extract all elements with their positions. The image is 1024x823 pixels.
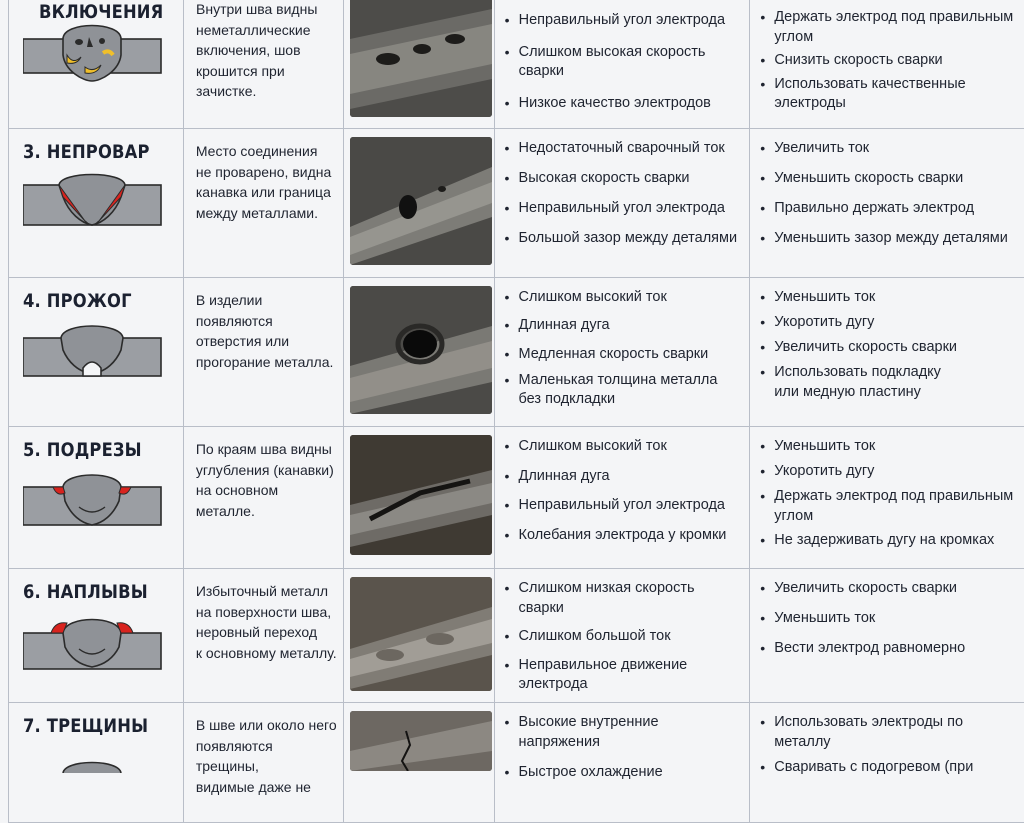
causes-list [505,713,744,782]
fix-item: • Вести электрод равномерно [760,639,1020,659]
cause-item: • Высокая скорость сварки [505,169,744,189]
defect-photo-cell [344,0,494,128]
fix-item: • Уменьшить ток [760,437,1020,457]
fix-item: • Использовать качественные электроды [760,75,1020,114]
description-line: на основном металле. [195,482,279,519]
fixes-list [760,579,1020,659]
defects-table [8,0,1024,823]
weld-photo-undercut [350,435,492,555]
description-line: не проварено, видна [195,163,332,180]
defect-name-cell [9,569,184,702]
causes-list [505,579,744,695]
defect-photo-cell [344,569,494,702]
fixes-list [760,139,1020,249]
defect-photo-cell [344,427,494,568]
defect-description [184,427,344,568]
fix-item: • Правильно держать электрод [760,199,1020,219]
fixes-cell [750,703,1024,822]
fix-item: • Уменьшить ток [760,609,1020,629]
description-line: включения, шов [196,42,301,58]
cause-item: • Недостаточный сварочный ток [505,139,744,159]
causes-cell [494,0,751,128]
causes-cell [494,569,751,702]
causes-cell [494,129,751,277]
fix-item: • Уменьшить зазор между деталями [760,229,1020,249]
defect-photo-cell [344,278,494,426]
cause-item: • Слишком низкая скорость сварки [505,579,744,618]
description-line: неровный переход [195,624,317,640]
description-line: появляются трещины, [195,737,273,774]
fix-item: • Использовать подкладку или медную пластину [760,363,949,402]
defect-description [184,129,344,277]
defect-name-cell [9,278,184,426]
cause-item: • Слишком высокая скорость сварки [505,43,744,82]
cause-item: • Длинная дуга [505,467,744,487]
cause-item: • Большой зазор между деталями [505,229,744,249]
cause-item: • Неправильный угол электрода [505,11,744,31]
fixes-cell [750,0,1024,128]
defect-name-cell [9,0,184,128]
fix-item: • Снизить скорость сварки [760,51,1020,71]
cause-item: • Маленькая толщина металла без подкладки [505,371,744,410]
cause-item: • Слишком большой ток [505,627,744,647]
table-row [8,427,1024,569]
table-row [8,129,1024,278]
fix-item: • Увеличить ток [760,139,1020,159]
fix-item: • Уменьшить скорость сварки [760,169,1020,189]
defect-title: 5. ПОДРЕЗЫ [23,439,142,461]
defect-photo-cell [344,129,494,277]
weld-photo-inclusions [350,0,492,117]
causes-list [505,437,744,545]
fix-item: • Увеличить скорость сварки [760,338,1020,358]
description-line: углубления (канавки) [195,461,334,478]
defect-title: 7. ТРЕЩИНЫ [23,715,149,737]
description-line: В изделии появляются [195,292,273,329]
cause-item: • Быстрое охлаждение [505,763,744,783]
fix-item: • Уменьшить ток [760,288,1020,308]
defect-title: 3. НЕПРОВАР [23,141,150,163]
fix-item: • Укоротить дугу [760,462,1020,482]
burn-through-diagram [23,318,163,390]
fixes-list [760,288,1020,402]
description-line: неметаллические [196,21,311,38]
cause-item: • Медленная скорость сварки [505,345,744,365]
defect-title: 4. ПРОЖОГ [23,290,132,312]
defect-description [184,278,344,426]
weld-photo-burn-through [350,286,492,414]
causes-cell [494,427,751,568]
description-line: прогорание металла. [195,353,334,370]
fixes-cell [750,427,1024,568]
fixes-list [760,437,1020,551]
weld-photo-cracks [350,711,492,771]
weld-photo-lack-of-fusion [350,137,492,265]
fix-item: • Держать электрод под правильным углом [760,8,1020,47]
causes-list [505,11,744,113]
cause-item: • Слишком высокий ток [505,437,744,457]
description-line: Внутри шва видны [196,1,318,17]
table-row [8,569,1024,703]
table-row [8,278,1024,427]
defect-title: ВКЛЮЧЕНИЯ [39,1,164,23]
fixes-list [760,713,1020,777]
description-line: канавка или граница [195,184,331,200]
defect-name-cell [9,427,184,568]
fix-item: • Сваривать с подогревом (при [760,758,1020,778]
defect-name-cell [9,129,184,277]
cause-item: • Колебания электрода у кромки [505,526,744,546]
causes-cell [494,278,751,426]
table-row [8,0,1024,129]
description-line: крошится при зачистке. [196,62,285,99]
lack-of-fusion-diagram [23,169,163,231]
inclusions-diagram [23,19,163,89]
fix-item: • Использовать электроды по металлу [760,713,1020,752]
fixes-cell [750,129,1024,277]
cracks-diagram [23,753,163,773]
causes-list [505,139,744,249]
fixes-cell [750,278,1024,426]
causes-list [505,288,744,410]
cause-item: • Неправильный угол электрода [505,199,744,219]
fix-item: • Держать электрод под правильным углом [760,487,1020,526]
description-line: видимые даже не [195,778,311,795]
defect-description [184,703,344,822]
causes-cell [494,703,751,822]
fix-item: • Увеличить скорость сварки [760,579,1020,599]
defect-photo-cell [344,703,494,822]
defect-title: 6. НАПЛЫВЫ [23,581,148,603]
fixes-cell [750,569,1024,702]
cause-item: • Слишком высокий ток [505,288,744,308]
defect-name-cell [9,703,184,822]
description-line: к основному металлу. [195,644,337,661]
description-line: Избыточный металл [195,583,329,599]
cause-item: • Неправильное движение электрода [505,656,719,695]
fixes-list [760,8,1020,114]
weld-photo-overlap [350,577,492,691]
overlap-diagram [23,609,163,675]
description-line: По краям шва видны [195,441,332,457]
table-row [8,703,1024,823]
description-line: на поверхности шва, [195,603,332,620]
defect-description [184,569,344,702]
defect-description [184,0,344,128]
description-line: отверстия или [195,333,290,349]
fix-item: • Не задерживать дугу на кромках [760,531,1020,551]
fix-item: • Укоротить дугу [760,313,1020,333]
description-line: между металлами. [195,204,318,221]
cause-item: • Неправильный угол электрода [505,496,744,516]
cause-item: • Высокие внутренние напряжения [505,713,744,752]
undercut-diagram [23,467,163,533]
description-line: В шве или около него [195,717,337,733]
cause-item: • Низкое качество электродов [505,94,744,114]
description-line: Место соединения [195,143,318,159]
cause-item: • Длинная дуга [505,316,744,336]
